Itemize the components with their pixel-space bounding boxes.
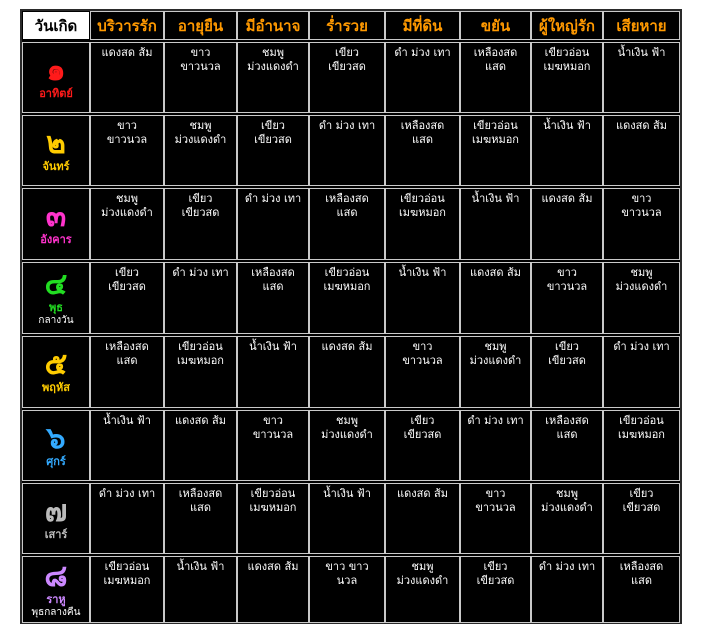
color-cell [237, 262, 309, 334]
color-cell [309, 556, 385, 623]
day-cell [22, 556, 90, 623]
color-text: เขียว [115, 266, 139, 279]
color-cell [603, 336, 680, 408]
color-text: ขาวนวล [546, 280, 588, 293]
color-text: เขียวสด [108, 280, 146, 293]
color-text: เขียวสด [403, 428, 442, 441]
color-text: น้ำเงิน ฟ้า [176, 560, 225, 573]
color-cell [237, 336, 309, 408]
day-name: ศุกร์ [46, 454, 66, 468]
day-number: ๒ [46, 125, 66, 161]
header-2: อายุยืน [164, 11, 237, 40]
color-text: เขียวสด [254, 133, 292, 146]
color-text: ขาว [263, 414, 283, 427]
color-text: เมฆหมอก [177, 354, 224, 367]
color-text: แสด [556, 428, 578, 441]
color-text: เหลืองสด [251, 266, 295, 279]
color-text: นวล [336, 574, 358, 587]
color-text: ม่วงแดงดำ [469, 354, 522, 367]
day-name: อังคาร [40, 233, 72, 246]
color-cell [460, 410, 531, 481]
day-subname: กลางวัน [38, 315, 74, 326]
color-text: แดงสด ส้ม [175, 414, 226, 427]
color-text: ม่วงแดงดำ [541, 501, 593, 514]
color-text: ขาวนวล [621, 206, 662, 219]
day-cell [22, 410, 90, 481]
color-cell [460, 42, 531, 113]
color-cell [164, 42, 237, 113]
color-text: เขียวอ่อน [104, 560, 150, 573]
color-text: แดงสด ส้ม [616, 119, 667, 132]
color-cell [603, 115, 680, 186]
color-text: เขียว [261, 119, 285, 132]
color-text: ดำ ม่วง เทา [538, 560, 596, 573]
color-text: ดำ ม่วง เทา [394, 46, 451, 59]
color-text: ขาว [485, 487, 506, 500]
color-text: เหลืองสด [178, 487, 223, 500]
day-number: ๘ [44, 558, 68, 594]
color-text: ชมพู [336, 414, 358, 427]
color-cell [603, 188, 680, 260]
color-text: เขียวสด [181, 206, 220, 219]
color-text: แดงสด ส้ม [321, 340, 373, 353]
color-text: ดำ ม่วง เทา [172, 266, 229, 279]
color-text: เมฆหมอก [399, 206, 446, 219]
color-text: เขียวอ่อน [400, 192, 445, 205]
color-text: ม่วงแดงดำ [396, 574, 449, 587]
color-cell [385, 188, 460, 260]
color-text: ขาว [557, 266, 577, 279]
color-cell [164, 188, 237, 260]
color-cell [237, 410, 309, 481]
color-cell [164, 483, 237, 554]
color-text: เขียวอ่อน [250, 487, 296, 500]
color-text: ขาวนวล [475, 501, 516, 514]
color-text: ดำ ม่วง เทา [467, 414, 524, 427]
color-cell [237, 483, 309, 554]
color-cell [237, 115, 309, 186]
color-text: เหลืองสด [105, 340, 149, 353]
day-name: จันทร์ [42, 159, 70, 173]
color-text: เขียวอ่อน [178, 340, 223, 353]
color-cell [90, 42, 164, 113]
color-cell [90, 188, 164, 260]
color-text: เขียวอ่อน [324, 266, 370, 279]
color-text: เขียว [555, 340, 579, 353]
color-cell [237, 556, 309, 623]
header-6: ขยัน [460, 11, 531, 40]
color-cell [460, 483, 531, 554]
header-7: ผู้ใหญ่รัก [531, 11, 603, 40]
color-text: เขียว [335, 46, 359, 59]
color-text: แสด [412, 133, 433, 146]
color-text: เมฆหมอก [472, 133, 519, 146]
header-1: บริวารรัก [90, 11, 164, 40]
color-text: แดงสด ส้ม [101, 46, 153, 59]
color-cell [385, 483, 460, 554]
day-name: เสาร์ [44, 527, 68, 541]
color-cell [531, 188, 603, 260]
color-text: เขียวสด [548, 354, 586, 367]
color-cell [164, 410, 237, 481]
color-cell [385, 42, 460, 113]
color-cell [531, 556, 603, 623]
color-text: ขาวนวล [180, 60, 221, 73]
color-cell [531, 115, 603, 186]
color-cell [309, 262, 385, 334]
color-text: เหลืองสด [325, 192, 369, 205]
header-8: เสียหาย [603, 11, 680, 40]
color-text: แสด [631, 574, 652, 587]
color-text: น้ำเงิน ฟ้า [617, 46, 666, 59]
color-cell [90, 336, 164, 408]
color-text: แดงสด ส้ม [397, 487, 448, 500]
color-text: ม่วงแดงดำ [321, 428, 373, 441]
day-number: ๖ [46, 420, 66, 456]
color-text: เขียว [188, 192, 213, 205]
color-cell [531, 262, 603, 334]
color-cell [309, 410, 385, 481]
color-text: น้ำเงิน ฟ้า [398, 266, 447, 279]
color-text: เหลืองสด [545, 414, 589, 427]
day-cell [22, 262, 90, 334]
color-text: ชมพู [556, 487, 578, 500]
color-text: ขาว [631, 192, 652, 205]
color-cell [309, 42, 385, 113]
color-text: ขาวนวล [106, 133, 148, 146]
color-text: ชมพู [484, 340, 507, 353]
color-cell [309, 115, 385, 186]
color-text: ชมพู [411, 560, 434, 573]
color-cell [90, 115, 164, 186]
color-cell [603, 262, 680, 334]
color-cell [164, 556, 237, 623]
color-text: ดำ ม่วง เทา [318, 119, 376, 132]
color-text: ขาว [412, 340, 433, 353]
color-cell [603, 410, 680, 481]
header-birth-day: วันเกิด [22, 11, 90, 40]
color-cell [309, 483, 385, 554]
color-text: ม่วงแดงดำ [247, 60, 299, 73]
color-text: ม่วงแดงดำ [615, 280, 668, 293]
color-text: เขียวอ่อน [544, 46, 590, 59]
day-number: ๑ [46, 52, 66, 88]
day-name: พฤหัส [42, 381, 70, 394]
color-text: แสด [262, 280, 284, 293]
color-text: เมฆหมอก [103, 574, 151, 587]
color-text: เหลืองสด [400, 119, 445, 132]
color-text: น้ำเงิน ฟ้า [249, 340, 297, 353]
color-text: เมฆหมอก [618, 428, 665, 441]
color-text: ขาวนวล [402, 354, 443, 367]
color-text: เขียว [410, 414, 435, 427]
day-cell [22, 115, 90, 186]
color-text: เมฆหมอก [249, 501, 297, 514]
color-cell [90, 262, 164, 334]
color-text: เขียวสด [622, 501, 661, 514]
color-text: เหลืองสด [473, 46, 518, 59]
color-text: ชมพู [116, 192, 138, 205]
color-text: ดำ ม่วง เทา [613, 340, 670, 353]
header-4: ร่ำรวย [309, 11, 385, 40]
day-name: อาทิตย์ [39, 86, 73, 100]
color-text: ขาวนวล [252, 428, 294, 441]
color-cell [460, 188, 531, 260]
color-text: ขาว [117, 119, 137, 132]
color-text: ดำ ม่วง เทา [244, 192, 302, 205]
color-cell [164, 115, 237, 186]
day-number: ๔ [44, 267, 68, 302]
day-name: พุธ [49, 301, 63, 314]
color-cell [237, 42, 309, 113]
color-text: เขียว [629, 487, 654, 500]
color-text: ชมพู [189, 119, 212, 132]
day-number: ๕ [44, 347, 68, 382]
color-cell [237, 188, 309, 260]
color-text: แสด [190, 501, 211, 514]
color-text: น้ำเงิน ฟ้า [471, 192, 520, 205]
color-cell [531, 483, 603, 554]
color-text: เมฆหมอก [543, 60, 591, 73]
color-cell [385, 556, 460, 623]
color-text: เหลืองสด [619, 560, 664, 573]
color-text: เมฆหมอก [323, 280, 371, 293]
color-text: แสด [336, 206, 358, 219]
color-table [20, 9, 682, 624]
color-text: เขียว [483, 560, 508, 573]
color-cell [531, 336, 603, 408]
color-text: ชมพู [262, 46, 284, 59]
color-cell [603, 556, 680, 623]
color-text: น้ำเงิน ฟ้า [103, 414, 151, 427]
color-cell [603, 483, 680, 554]
color-text: แสด [485, 60, 506, 73]
day-number: ๗ [44, 493, 68, 529]
day-number: ๓ [45, 199, 67, 234]
color-text: น้ำเงิน ฟ้า [543, 119, 591, 132]
color-cell [460, 336, 531, 408]
color-cell [460, 115, 531, 186]
color-text: ม่วงแดงดำ [101, 206, 153, 219]
day-name: ราหู [46, 592, 66, 606]
color-cell [385, 336, 460, 408]
color-cell [385, 115, 460, 186]
color-text: น้ำเงิน ฟ้า [323, 487, 371, 500]
color-text: แดงสด ส้ม [247, 560, 299, 573]
day-subname: พุธกลางคืน [31, 606, 81, 618]
color-cell [531, 410, 603, 481]
header-3: มีอำนาจ [237, 11, 309, 40]
color-text: ดำ ม่วง เทา [98, 487, 156, 500]
color-cell [603, 42, 680, 113]
color-cell [531, 42, 603, 113]
color-cell [90, 556, 164, 623]
color-cell [90, 483, 164, 554]
color-cell [309, 188, 385, 260]
color-text: ชมพู [630, 266, 653, 279]
color-text: แดงสด ส้ม [470, 266, 521, 279]
color-cell [164, 262, 237, 334]
color-text: แดงสด ส้ม [541, 192, 593, 205]
color-text: เขียวสด [476, 574, 515, 587]
day-cell [22, 42, 90, 113]
color-text: ขาว ขาว [325, 560, 369, 573]
color-cell [385, 262, 460, 334]
day-cell [22, 483, 90, 554]
color-cell [460, 262, 531, 334]
color-text: ม่วงแดงดำ [174, 133, 227, 146]
day-cell [22, 188, 90, 260]
color-cell [309, 336, 385, 408]
color-text: เขียวอ่อน [619, 414, 664, 427]
color-cell [460, 556, 531, 623]
color-text: เขียวสด [328, 60, 366, 73]
header-5: มีที่ดิน [385, 11, 460, 40]
color-cell [90, 410, 164, 481]
color-text: ขาว [190, 46, 211, 59]
color-text: แสด [116, 354, 138, 367]
day-cell [22, 336, 90, 408]
color-cell [385, 410, 460, 481]
color-text: เขียวอ่อน [473, 119, 518, 132]
color-cell [164, 336, 237, 408]
